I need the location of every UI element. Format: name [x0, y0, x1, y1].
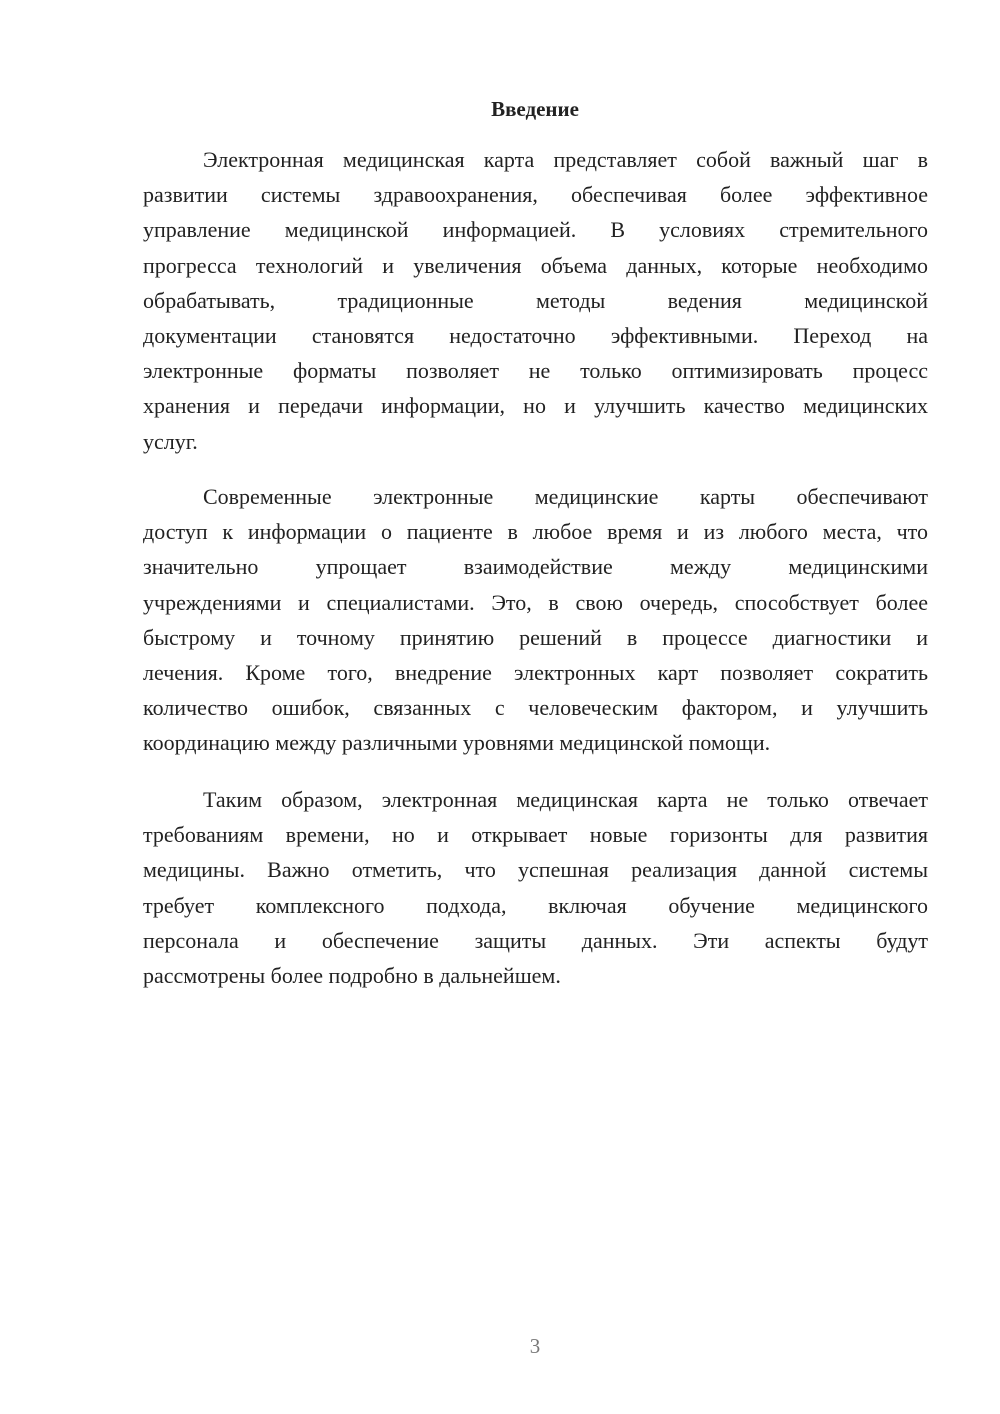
text-line: требованиям времени, но и открывает новые горизонты для развития	[143, 822, 928, 848]
paragraph-2	[143, 479, 928, 761]
text-line: обрабатывать, традиционные методы ведения медицинской	[143, 287, 928, 313]
text-line: документации становятся недостаточно эффективными. Переход на	[143, 322, 928, 348]
text-line: хранения и передачи информации, но и улучшить качество медицинских	[143, 393, 928, 419]
text-line: услуг.	[143, 428, 198, 454]
text-line: медицины. Важно отметить, что успешная реализация данной системы	[143, 857, 928, 883]
paragraph-1	[143, 142, 928, 459]
text-line: требует комплексного подхода, включая обучение медицинского	[143, 892, 928, 918]
text-line: управление медицинской информацией. В условиях стремительного	[143, 217, 928, 243]
paragraph-3	[143, 782, 928, 993]
text-line: развитии системы здравоохранения, обеспечивая более эффективное	[143, 182, 928, 208]
text-line: прогресса технологий и увеличения объема данных, которые необходимо	[143, 252, 928, 278]
text-line: электронные форматы позволяет не только оптимизировать процесс	[143, 358, 928, 384]
text-line: рассмотрены более подробно в дальнейшем.	[143, 962, 561, 988]
text-line: количество ошибок, связанных с человеческим фактором, и улучшить	[143, 695, 928, 721]
section-title: Введение	[491, 97, 579, 121]
text-line: персонала и обеспечение защиты данных. Эти аспекты будут	[143, 927, 928, 953]
text-line: значительно упрощает взаимодействие между медицинскими	[143, 554, 928, 580]
text-line: доступ к информации о пациенте в любое время и из любого места, что	[143, 519, 928, 545]
text-line: Электронная медицинская карта представляет собой важный шаг в	[203, 147, 928, 172]
page-number: 3	[529, 1334, 541, 1358]
text-line: Таким образом, электронная медицинская карта не только отвечает	[203, 787, 928, 812]
text-line: быстрому и точному принятию решений в процессе диагностики и	[143, 624, 928, 650]
text-line: координацию между различными уровнями медицинской помощи.	[143, 730, 771, 756]
text-line: Современные электронные медицинские карты обеспечивают	[203, 484, 928, 509]
text-line: лечения. Кроме того, внедрение электронных карт позволяет сократить	[143, 659, 928, 685]
text-line: учреждениями и специалистами. Это, в свою очередь, способствует более	[143, 589, 928, 615]
